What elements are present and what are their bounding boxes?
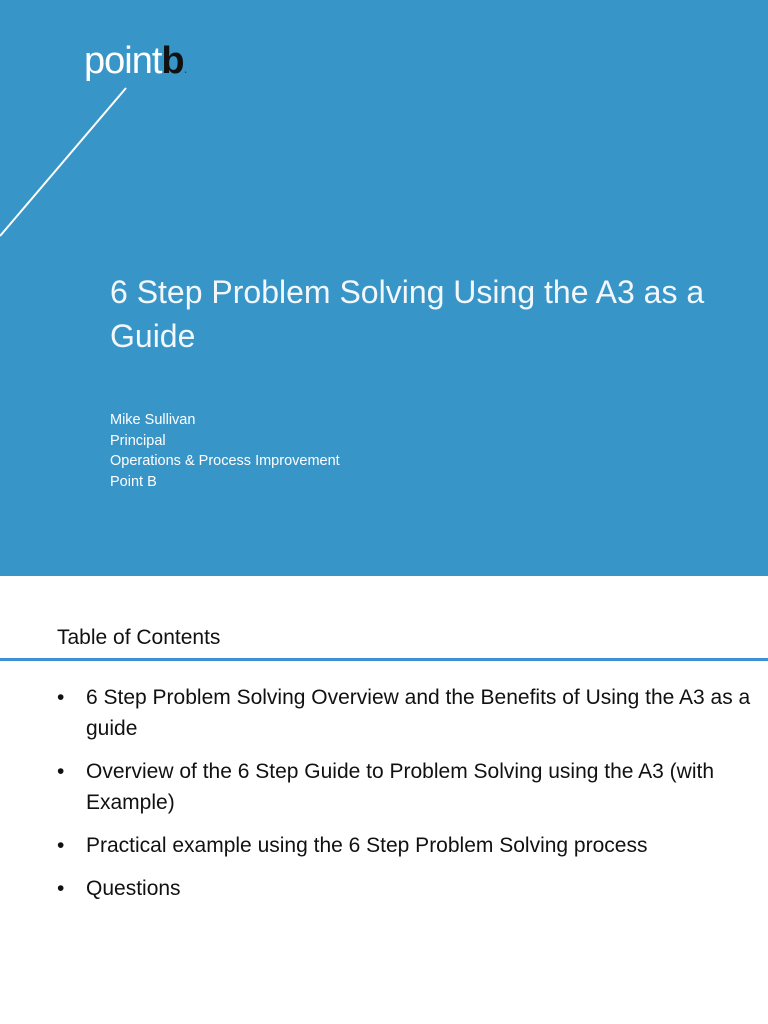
- list-item-text: 6 Step Problem Solving Overview and the Benefits of Using the A3 as a guide: [86, 686, 751, 740]
- list-item: [57, 830, 757, 861]
- bullet: •: [57, 760, 65, 783]
- author-role: Principal: [110, 432, 166, 449]
- list-item-text: Overview of the 6 Step Guide to Problem Solving using the A3 (with Example): [86, 760, 715, 814]
- list-item: [57, 756, 757, 818]
- author-department: Operations & Process Improvement: [110, 453, 340, 469]
- list-item-text: Questions: [86, 877, 181, 900]
- author-company: Point B: [110, 473, 157, 490]
- toc-heading: Table of Contents: [57, 626, 221, 649]
- bullet: •: [57, 834, 65, 857]
- bullet: •: [57, 877, 65, 900]
- author-name: Mike Sullivan: [110, 412, 196, 428]
- heading-divider: [0, 658, 768, 661]
- presentation-title: 6 Step Problem Solving Using the A3 as a Guide: [110, 274, 705, 354]
- list-item: [57, 682, 757, 744]
- bullet: •: [57, 686, 65, 709]
- toc-list: [57, 682, 757, 916]
- list-item-text: Practical example using the 6 Step Problem Solving process: [86, 834, 648, 857]
- list-item: [57, 873, 757, 904]
- pointb-logo: pointb.: [84, 40, 187, 82]
- author-block: [110, 410, 340, 492]
